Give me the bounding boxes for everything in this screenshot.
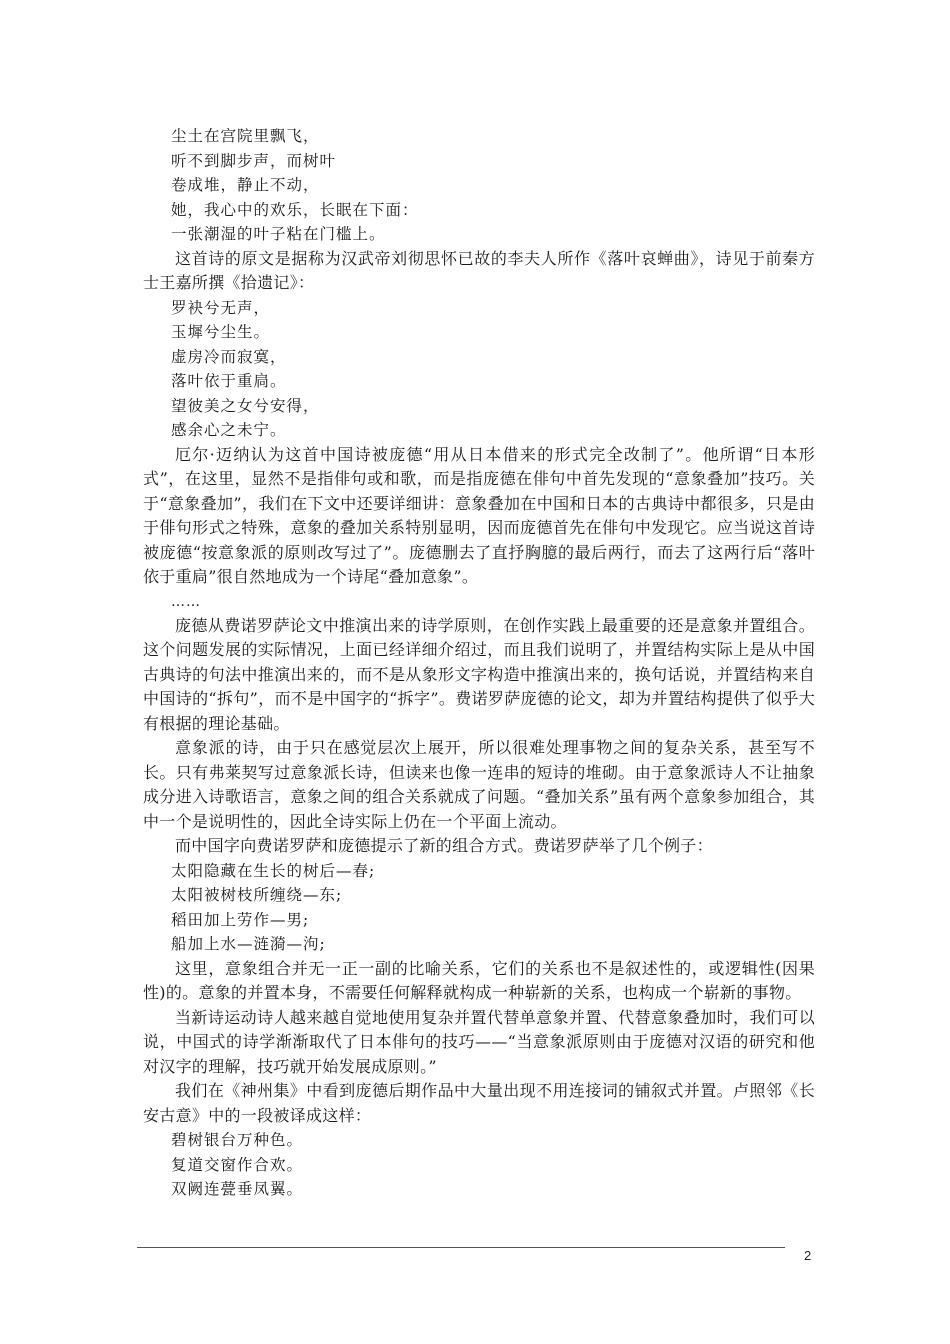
poem-line: 望彼美之女兮安得， (171, 396, 320, 415)
poem-line: 稻田加上劳作—男; (171, 910, 310, 929)
paragraph: 这首诗的原文是据称为汉武帝刘彻思怀已故的李夫人所作《落叶哀蝉曲》，诗见于前秦方士王嘉所撰《拾遗记》： (143, 248, 815, 292)
poem-line: 罗袂兮无声， (171, 298, 271, 317)
paragraph: 这里，意象组合并无一正一副的比喻关系，它们的关系也不是叙述性的，或逻辑性(因果性)的。意象的并置本身，不需要任何解释就构成一种崭新的关系，也构成一个崭新的事物。 (143, 958, 815, 1002)
poem-line: 她，我心中的欢乐，长眠在下面： (171, 200, 419, 219)
paragraph: 当新诗运动诗人越来越自觉地使用复杂并置代替单意象并置、代替意象叠加时，我们可以说，中国式的诗学渐渐取代了日本俳句的技巧——“当意象派原则由于庞德对汉语的研究和他对汉字的理解，技巧就开始发展成原则。” (143, 1007, 815, 1076)
poem-line: 复道交窗作合欢。 (171, 1155, 304, 1174)
page-body (143, 124, 815, 1202)
poem-line: 碧树银台万种色。 (171, 1131, 304, 1149)
poem-line: 玉墀兮尘生。 (171, 323, 271, 341)
page-number: 2 (804, 1248, 812, 1263)
poem-line: 感余心之未宁。 (171, 421, 287, 439)
poem-line: 听不到脚步声，而树叶 (171, 151, 337, 170)
paragraph: 意象派的诗，由于只在感觉层次上展开，所以很难处理事物之间的复杂关系，甚至写不长。只有弗莱契写过意象派长诗，但读来也像一连串的短诗的堆砌。由于意象派诗人不让抽象成分进入诗歌语言，意象之间的组合关系就成了问题。“叠加关系”虽有两个意象参加组合，其中一个是说明性的，因此全诗实际上仍在一个平面上流动。 (143, 738, 815, 831)
poem-line: 太阳被树枝所缠绕—东; (171, 886, 343, 904)
poem-line: 落叶依于重扃。 (171, 372, 287, 390)
footer-divider (137, 1247, 785, 1248)
poem-line: 卷成堆，静止不动， (171, 176, 320, 194)
paragraph: 庞德从费诺罗萨论文中推演出来的诗学原则，在创作实践上最重要的还是意象并置组合。这个问题发展的实际情况，上面已经详细介绍过，而且我们说明了，并置结构实际上是从中国古典诗的句法中推演出来的，而不是从象形文字构造中推演出来的，换句话说，并置结构来自中国诗的“拆句”，而不是中国字的“拆字”。费诺罗萨庞德的论文，却为并置结构提供了似乎大有根据的理论基础。 (143, 615, 815, 733)
paragraph: 我们在《神州集》中看到庞德后期作品中大量出现不用连接词的铺叙式并置。卢照邻《长安古意》中的一段被译成这样： (143, 1081, 815, 1125)
poem-line: 船加上水—涟漪—泃; (171, 935, 326, 953)
poem-line: 太阳隐藏在生长的树后—春; (171, 861, 376, 880)
paragraph: 厄尔·迈纳认为这首中国诗被庞德“用从日本借来的形式完全改制了”。他所谓“日本形式”，在这里，显然不是指俳句或和歌，而是指庞德在俳句中首先发现的“意象叠加”技巧。关于“意象叠加”，我们在下文中还要详细讲：意象叠加在中国和日本的古典诗中都很多，只是由于俳句形式之特殊，意象的叠加关系特别显明，因而庞德首先在俳句中发现它。应当说这首诗被庞德“按意象派的原则改写过了”。庞德删去了直抒胸臆的最后两行，而去了这两行后“落叶依于重扃”很自然地成为一个诗尾“叠加意象”。 (143, 444, 815, 586)
ellipsis: …… (171, 593, 201, 610)
poem-line: 一张潮湿的叶子粘在门槛上。 (171, 225, 386, 243)
poem-line: 尘土在宫院里飘飞， (171, 127, 320, 145)
paragraph: 而中国字向费诺罗萨和庞德提示了新的组合方式。费诺罗萨举了几个例子： (175, 836, 713, 855)
poem-line: 双阙连甍垂凤翼。 (171, 1180, 304, 1198)
poem-line: 虚房冷而寂寞， (171, 347, 287, 366)
